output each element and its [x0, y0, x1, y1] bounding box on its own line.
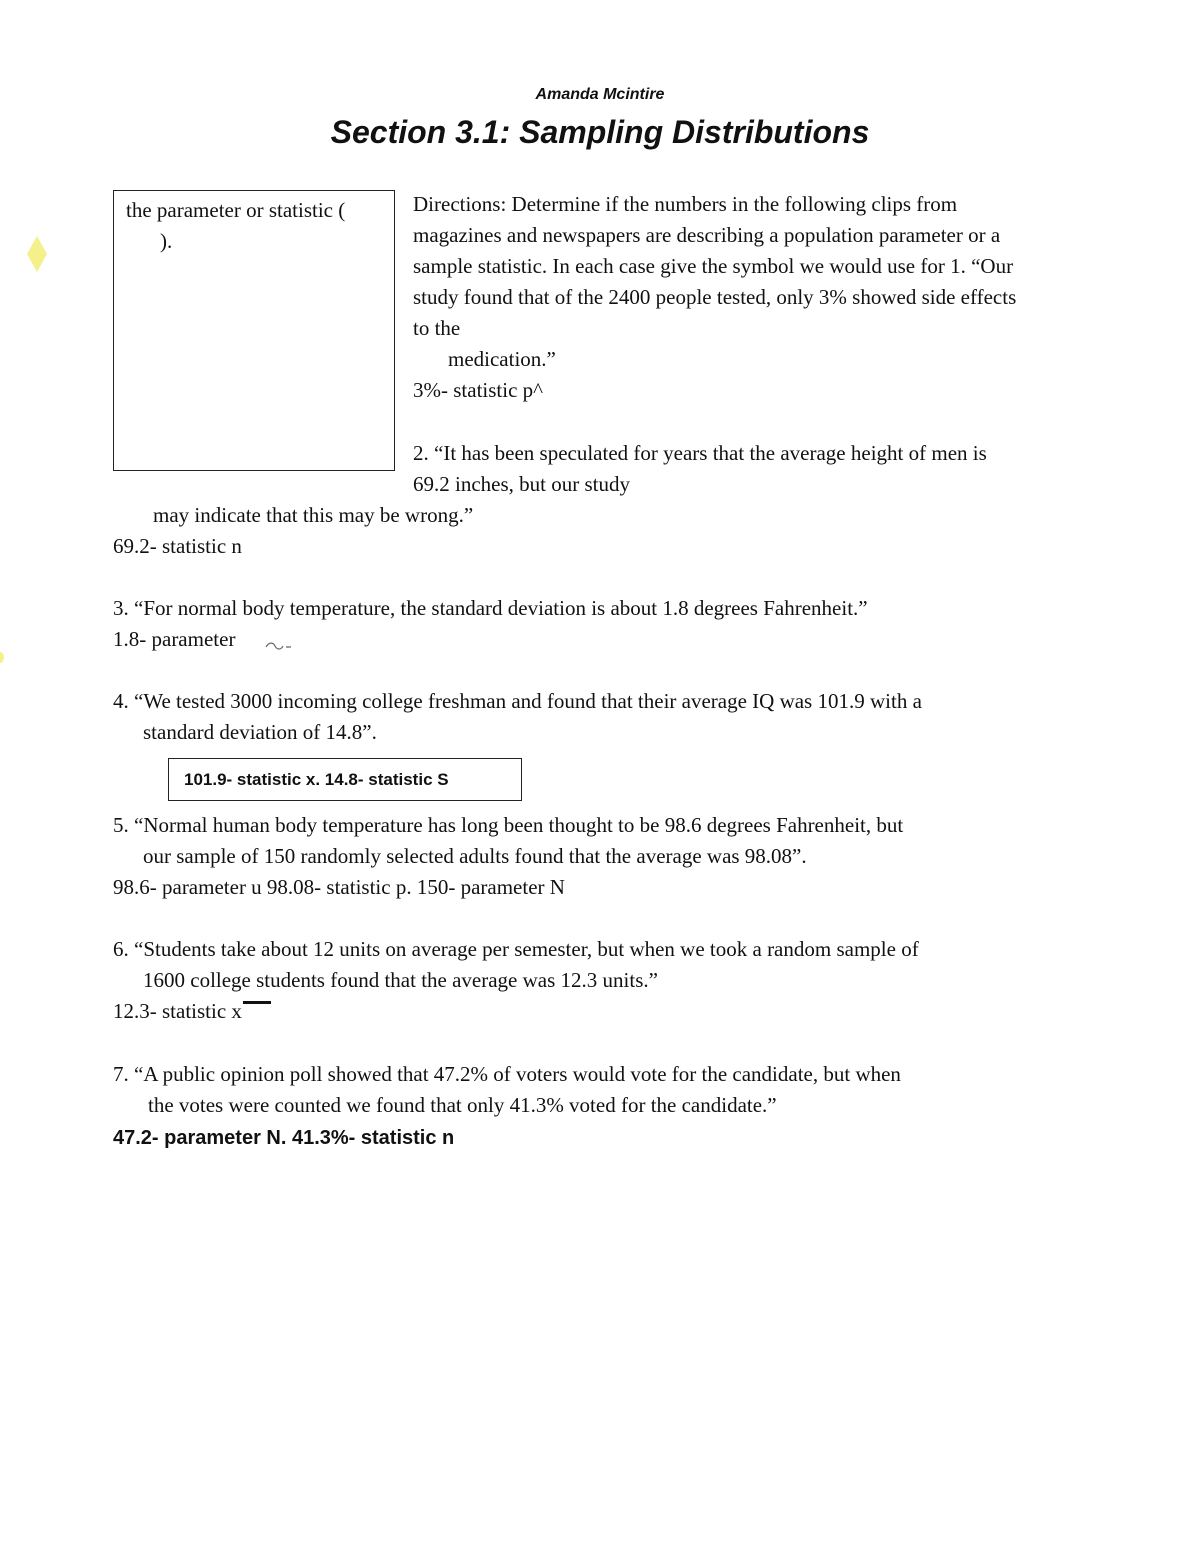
directions-line: study found that of the 2400 people tested, only 3% showed side effects — [413, 285, 1017, 309]
x-bar-overline — [243, 1001, 271, 1004]
q6-text-line: 1600 college students found that the average was 12.3 units.” — [143, 968, 658, 992]
q1-answer: 3%- statistic p^ — [413, 378, 543, 402]
q2-text-line: 2. “It has been speculated for years that the average height of men is — [413, 441, 987, 465]
q4-answer: 101.9- statistic x. 14.8- statistic S — [184, 770, 449, 789]
highlight-dot-mark — [0, 652, 4, 663]
directions-line: medication.” — [448, 347, 556, 371]
q7-text-line: the votes were counted we found that only 41.3% voted for the candidate.” — [148, 1093, 777, 1117]
q4-text-line: standard deviation of 14.8”. — [143, 720, 377, 744]
q7-answer: 47.2- parameter N. 41.3%- statistic n — [113, 1127, 455, 1149]
q5-text-line: 5. “Normal human body temperature has long been thought to be 98.6 degrees Fahrenheit, but — [113, 813, 904, 837]
q2-text-line: may indicate that this may be wrong.” — [153, 503, 474, 527]
highlight-diamond-mark — [27, 236, 47, 272]
q4-text-line: 4. “We tested 3000 incoming college freshman and found that their average IQ was 101.9 with a — [113, 689, 922, 713]
q7-text-line: 7. “A public opinion poll showed that 47.2% of voters would vote for the candidate, but when — [113, 1062, 901, 1086]
q5-text-line: our sample of 150 randomly selected adults found that the average was 98.08”. — [143, 844, 807, 868]
q3-text-line: 3. “For normal body temperature, the standard deviation is about 1.8 degrees Fahrenheit.” — [113, 596, 868, 620]
definition-box — [113, 190, 395, 471]
q6-answer: 12.3- statistic x — [113, 999, 242, 1023]
author-name: Amanda Mcintire — [535, 86, 665, 103]
directions-line: to the — [413, 316, 461, 340]
squiggle-mark — [264, 640, 294, 652]
directions-line: Directions: Determine if the numbers in the following clips from — [413, 192, 958, 216]
q2-text-line: 69.2 inches, but our study — [413, 472, 630, 496]
q6-text-line: 6. “Students take about 12 units on average per semester, but when we took a random sample of — [113, 937, 919, 961]
q2-answer: 69.2- statistic n — [113, 534, 242, 558]
directions-line: sample statistic. In each case give the symbol we would use for 1. “Our — [413, 254, 1014, 278]
page-title: Section 3.1: Sampling Distributions — [330, 114, 870, 150]
directions-line: magazines and newspapers are describing a population parameter or a — [413, 223, 1001, 247]
q5-answer: 98.6- parameter u 98.08- statistic p. 150- parameter N — [113, 875, 565, 899]
definition-box-line2: ). — [160, 229, 173, 253]
definition-box-line1: the parameter or statistic ( — [126, 198, 346, 222]
q3-answer: 1.8- parameter — [113, 627, 236, 651]
